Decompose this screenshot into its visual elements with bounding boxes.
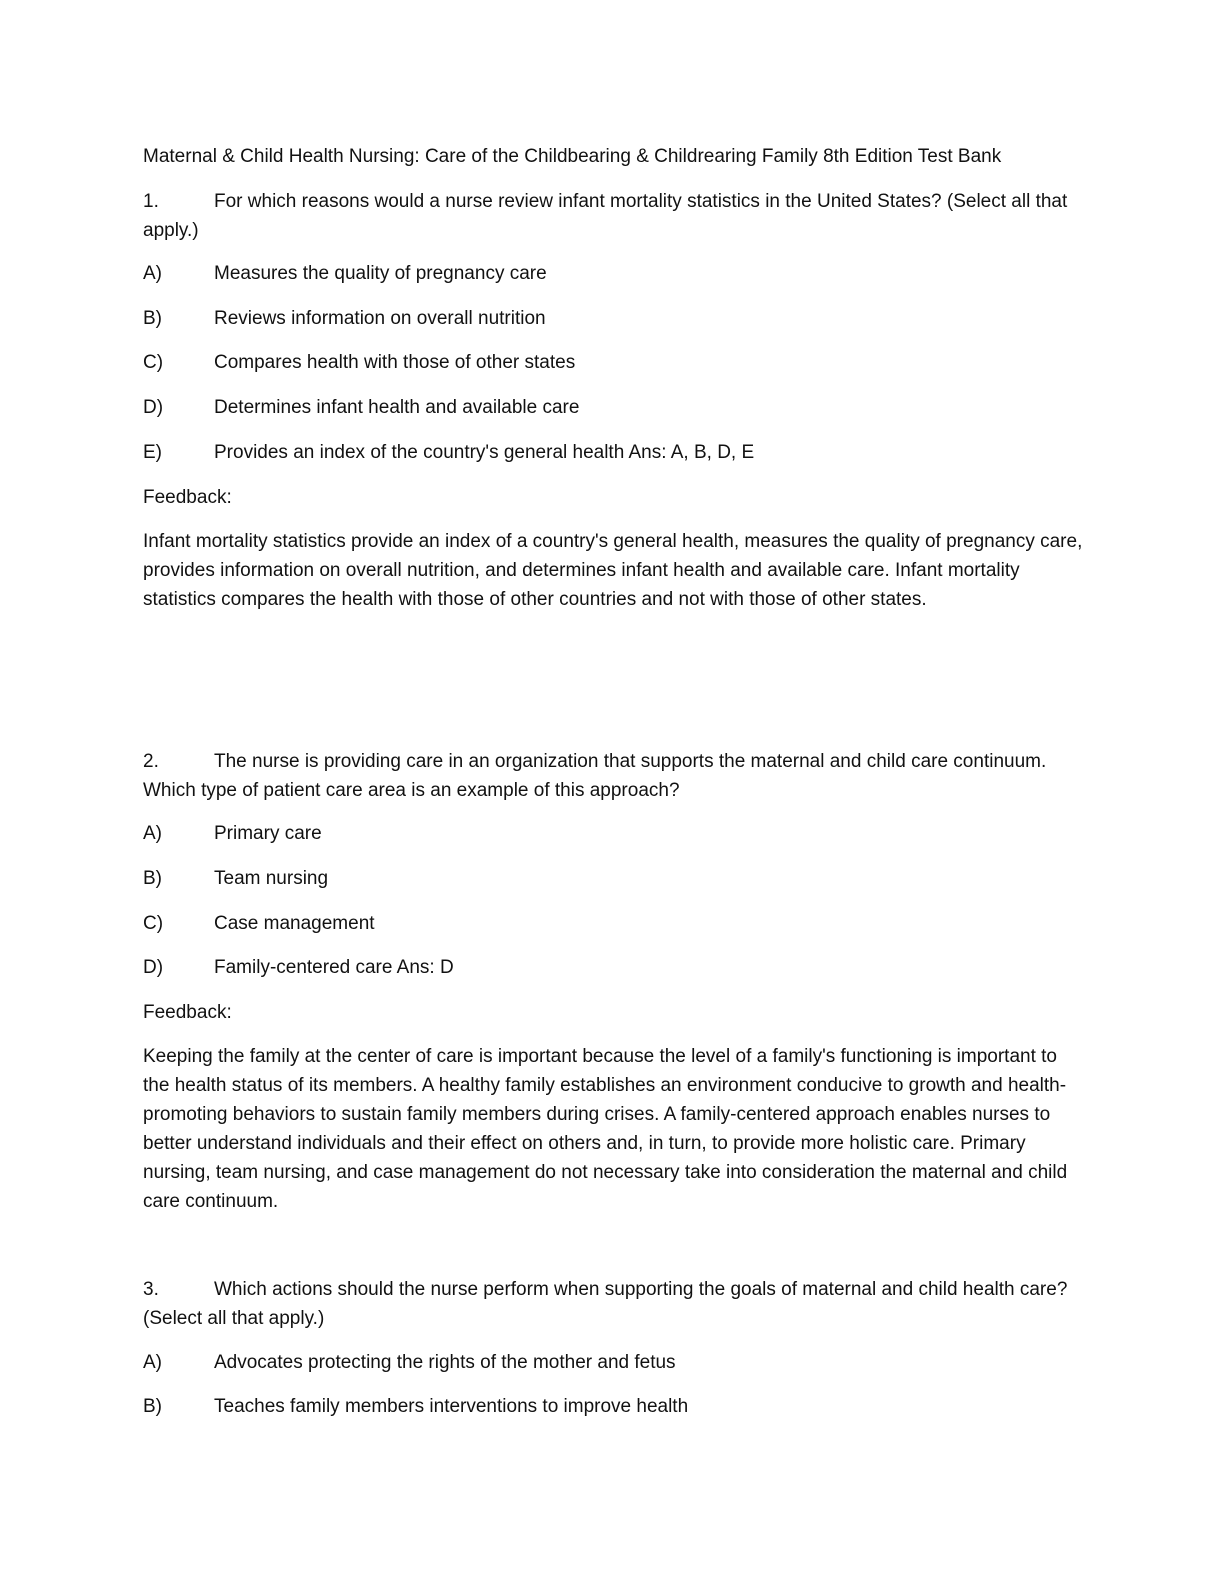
question-3	[143, 1275, 1083, 1333]
option-label: B)	[143, 868, 162, 889]
option-item	[143, 909, 1083, 938]
option-item	[143, 953, 1083, 982]
question-number: 1.	[143, 191, 159, 212]
option-label: A)	[143, 263, 162, 284]
option-label: D)	[143, 397, 164, 418]
option-text: Reviews information on overall nutrition	[214, 308, 546, 329]
option-text: Determines infant health and available care	[214, 397, 580, 418]
option-item	[143, 1392, 1083, 1421]
option-label: D)	[143, 957, 164, 978]
question-1	[143, 187, 1083, 245]
option-label: A)	[143, 823, 162, 844]
option-text: Advocates protecting the rights of the mother and fetus	[214, 1352, 676, 1373]
option-item	[143, 304, 1083, 333]
option-label: B)	[143, 308, 162, 329]
feedback-text: Infant mortality statistics provide an index of a country's general health, measures the quality of pregnancy care, provides information on overall nutrition, and determines infant health and available care. Infant mortality statistics compares the health with those of other countries and not with those of other states.	[143, 531, 1083, 610]
option-label: B)	[143, 1396, 162, 1417]
feedback-label: Feedback:	[143, 487, 232, 508]
option-text: Measures the quality of pregnancy care	[214, 263, 547, 284]
option-label: E)	[143, 442, 162, 463]
option-text: Teaches family members interventions to improve health	[214, 1396, 689, 1417]
question-text: The nurse is providing care in an organization that supports the maternal and child care continuum. Which type of patient care area is an example of this approach?	[143, 751, 1047, 801]
feedback-label: Feedback:	[143, 1002, 232, 1023]
option-label: C)	[143, 352, 164, 373]
document-title: Maternal & Child Health Nursing: Care of the Childbearing & Childrearing Family 8th Edition Test Bank	[143, 146, 1002, 167]
option-item	[143, 1348, 1083, 1377]
question-2	[143, 747, 1083, 805]
option-label: C)	[143, 913, 164, 934]
option-text: Case management	[214, 913, 375, 934]
option-item	[143, 819, 1083, 848]
option-item	[143, 393, 1083, 422]
option-item	[143, 864, 1083, 893]
option-item	[143, 438, 1083, 467]
question-text: For which reasons would a nurse review infant mortality statistics in the United States? (Select all that apply.)	[143, 191, 1068, 241]
option-text: Family-centered care Ans: D	[214, 957, 454, 978]
question-number: 3.	[143, 1279, 159, 1300]
option-text: Provides an index of the country's general health Ans: A, B, D, E	[214, 442, 755, 463]
option-text: Primary care	[214, 823, 322, 844]
question-number: 2.	[143, 751, 159, 772]
question-text: Which actions should the nurse perform when supporting the goals of maternal and child health care? (Select all that apply.)	[143, 1279, 1068, 1329]
option-label: A)	[143, 1352, 162, 1373]
option-item	[143, 348, 1083, 377]
feedback-text: Keeping the family at the center of care is important because the level of a family's functioning is important to the health status of its members. A healthy family establishes an environment conducive to growth and health-promoting behaviors to sustain family members during crises. A family-centered approach enables nurses to better understand individuals and their effect on others and, in turn, to provide more holistic care. Primary nursing, team nursing, and case management do not necessary take into consideration the maternal and child care continuum.	[143, 1046, 1068, 1212]
option-text: Compares health with those of other states	[214, 352, 576, 373]
option-item	[143, 259, 1083, 288]
option-text: Team nursing	[214, 868, 329, 889]
